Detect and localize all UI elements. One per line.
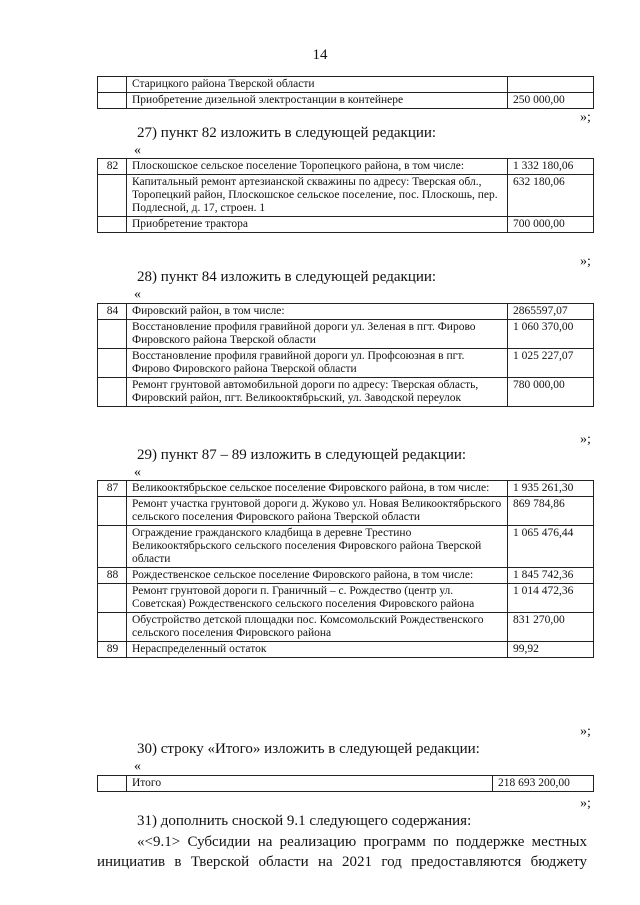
opening-quote: « — [134, 759, 141, 774]
row-description: Ремонт грунтовой дороги п. Граничный – с. Рождество (центр ул. Советская) Рождественского сельского поселения Фировского района — [127, 584, 508, 613]
row-amount: 1 845 742,36 — [508, 568, 594, 584]
table-row — [98, 175, 594, 217]
row-amount: 780 000,00 — [508, 378, 594, 407]
row-number — [98, 217, 127, 233]
row-description: Ограждение гражданского кладбища в деревне Трестино Великооктябрьского сельского поселения Фировского района Тверской области — [127, 526, 508, 568]
section-31-heading: 31) дополнить сноской 9.1 следующего содержания: — [137, 813, 472, 829]
closing-quote: »; — [580, 724, 591, 739]
row-description: Рождественское сельское поселение Фировского района, в том числе: — [127, 568, 508, 584]
section-29-heading: 29) пункт 87 – 89 изложить в следующей редакции: — [137, 447, 467, 463]
row-description: Старицкого района Тверской области — [127, 77, 508, 93]
row-amount: 1 065 476,44 — [508, 526, 594, 568]
footnote-text-line-2: инициатив в Тверской области на 2021 год предоставляются бюджету — [97, 854, 587, 870]
table-row — [98, 526, 594, 568]
row-description: Восстановление профиля гравийной дороги ул. Профсоюзная в пгт. Фирово Фировского района Тверской области — [127, 349, 508, 378]
row-number — [98, 378, 127, 407]
table-total — [97, 775, 594, 792]
table-row — [98, 642, 594, 658]
closing-quote: »; — [580, 110, 591, 125]
row-description: Ремонт грунтовой автомобильной дороги по адресу: Тверская область, Фировский район, пгт. Великооктябрьский, ул. Заводской переулок — [127, 378, 508, 407]
section-28-heading: 28) пункт 84 изложить в следующей редакции: — [137, 269, 437, 285]
total-label: Итого — [127, 776, 493, 792]
row-description: Капитальный ремонт артезианской скважины по адресу: Тверская обл., Торопецкий район, Плоскошское сельское поселение, пос. Плоскошь, пер. Подлесной, д. 17, строен. 1 — [127, 175, 508, 217]
page-number: 14 — [312, 47, 328, 63]
row-description: Фировский район, в том числе: — [127, 304, 508, 320]
row-amount: 2865597,07 — [508, 304, 594, 320]
row-amount: 1 025 227,07 — [508, 349, 594, 378]
row-amount: 1 060 370,00 — [508, 320, 594, 349]
opening-quote: « — [134, 287, 141, 302]
table-section-27 — [97, 158, 594, 233]
closing-quote: »; — [580, 432, 591, 447]
row-amount: 869 784,86 — [508, 497, 594, 526]
row-number — [98, 613, 127, 642]
total-amount: 218 693 200,00 — [493, 776, 594, 792]
row-number — [98, 584, 127, 613]
table-row — [98, 497, 594, 526]
row-amount: 632 180,06 — [508, 175, 594, 217]
row-description: Приобретение дизельной электростанции в контейнере — [127, 93, 508, 109]
row-number: 88 — [98, 568, 127, 584]
row-number: 82 — [98, 159, 127, 175]
row-amount: 250 000,00 — [508, 93, 594, 109]
table-row — [98, 349, 594, 378]
table-row — [98, 77, 594, 93]
row-amount — [508, 77, 594, 93]
table-row — [98, 159, 594, 175]
table-row — [98, 378, 594, 407]
section-30-heading: 30) строку «Итого» изложить в следующей редакции: — [137, 741, 480, 757]
row-number — [98, 175, 127, 217]
table-section-29 — [97, 480, 594, 658]
opening-quote: « — [134, 465, 141, 480]
row-number — [98, 77, 127, 93]
row-number: 87 — [98, 481, 127, 497]
table-row — [98, 93, 594, 109]
row-amount: 1 332 180,06 — [508, 159, 594, 175]
table-row — [98, 320, 594, 349]
row-number — [98, 349, 127, 378]
row-number: 89 — [98, 642, 127, 658]
table-row — [98, 217, 594, 233]
table-row — [98, 776, 594, 792]
row-amount: 1 014 472,36 — [508, 584, 594, 613]
row-description: Ремонт участка грунтовой дороги д. Жуково ул. Новая Великооктябрьского сельского поселения Фировского района Тверской области — [127, 497, 508, 526]
closing-quote: »; — [580, 254, 591, 269]
row-number — [98, 320, 127, 349]
row-number — [98, 93, 127, 109]
row-description: Восстановление профиля гравийной дороги ул. Зеленая в пгт. Фирово Фировского района Тверской области — [127, 320, 508, 349]
row-number — [98, 497, 127, 526]
row-description: Плоскошское сельское поселение Торопецкого района, в том числе: — [127, 159, 508, 175]
row-description: Великооктябрьское сельское поселение Фировского района, в том числе: — [127, 481, 508, 497]
row-amount: 1 935 261,30 — [508, 481, 594, 497]
table-row — [98, 481, 594, 497]
row-description: Обустройство детской площадки пос. Комсомольский Рождественского сельского поселения Фировского района — [127, 613, 508, 642]
table-row — [98, 584, 594, 613]
row-number: 84 — [98, 304, 127, 320]
table-row — [98, 613, 594, 642]
row-number — [98, 526, 127, 568]
table-continuation — [97, 76, 594, 109]
opening-quote: « — [134, 143, 141, 158]
table-section-28 — [97, 303, 594, 407]
table-row — [98, 568, 594, 584]
row-description: Нераспределенный остаток — [127, 642, 508, 658]
row-amount: 99,92 — [508, 642, 594, 658]
table-row — [98, 304, 594, 320]
row-amount: 700 000,00 — [508, 217, 594, 233]
closing-quote: »; — [580, 796, 591, 811]
row-description: Приобретение трактора — [127, 217, 508, 233]
section-27-heading: 27) пункт 82 изложить в следующей редакции: — [137, 125, 437, 141]
footnote-text-line-1: «<9.1> Субсидии на реализацию программ по поддержке местных — [137, 834, 587, 850]
row-amount: 831 270,00 — [508, 613, 594, 642]
